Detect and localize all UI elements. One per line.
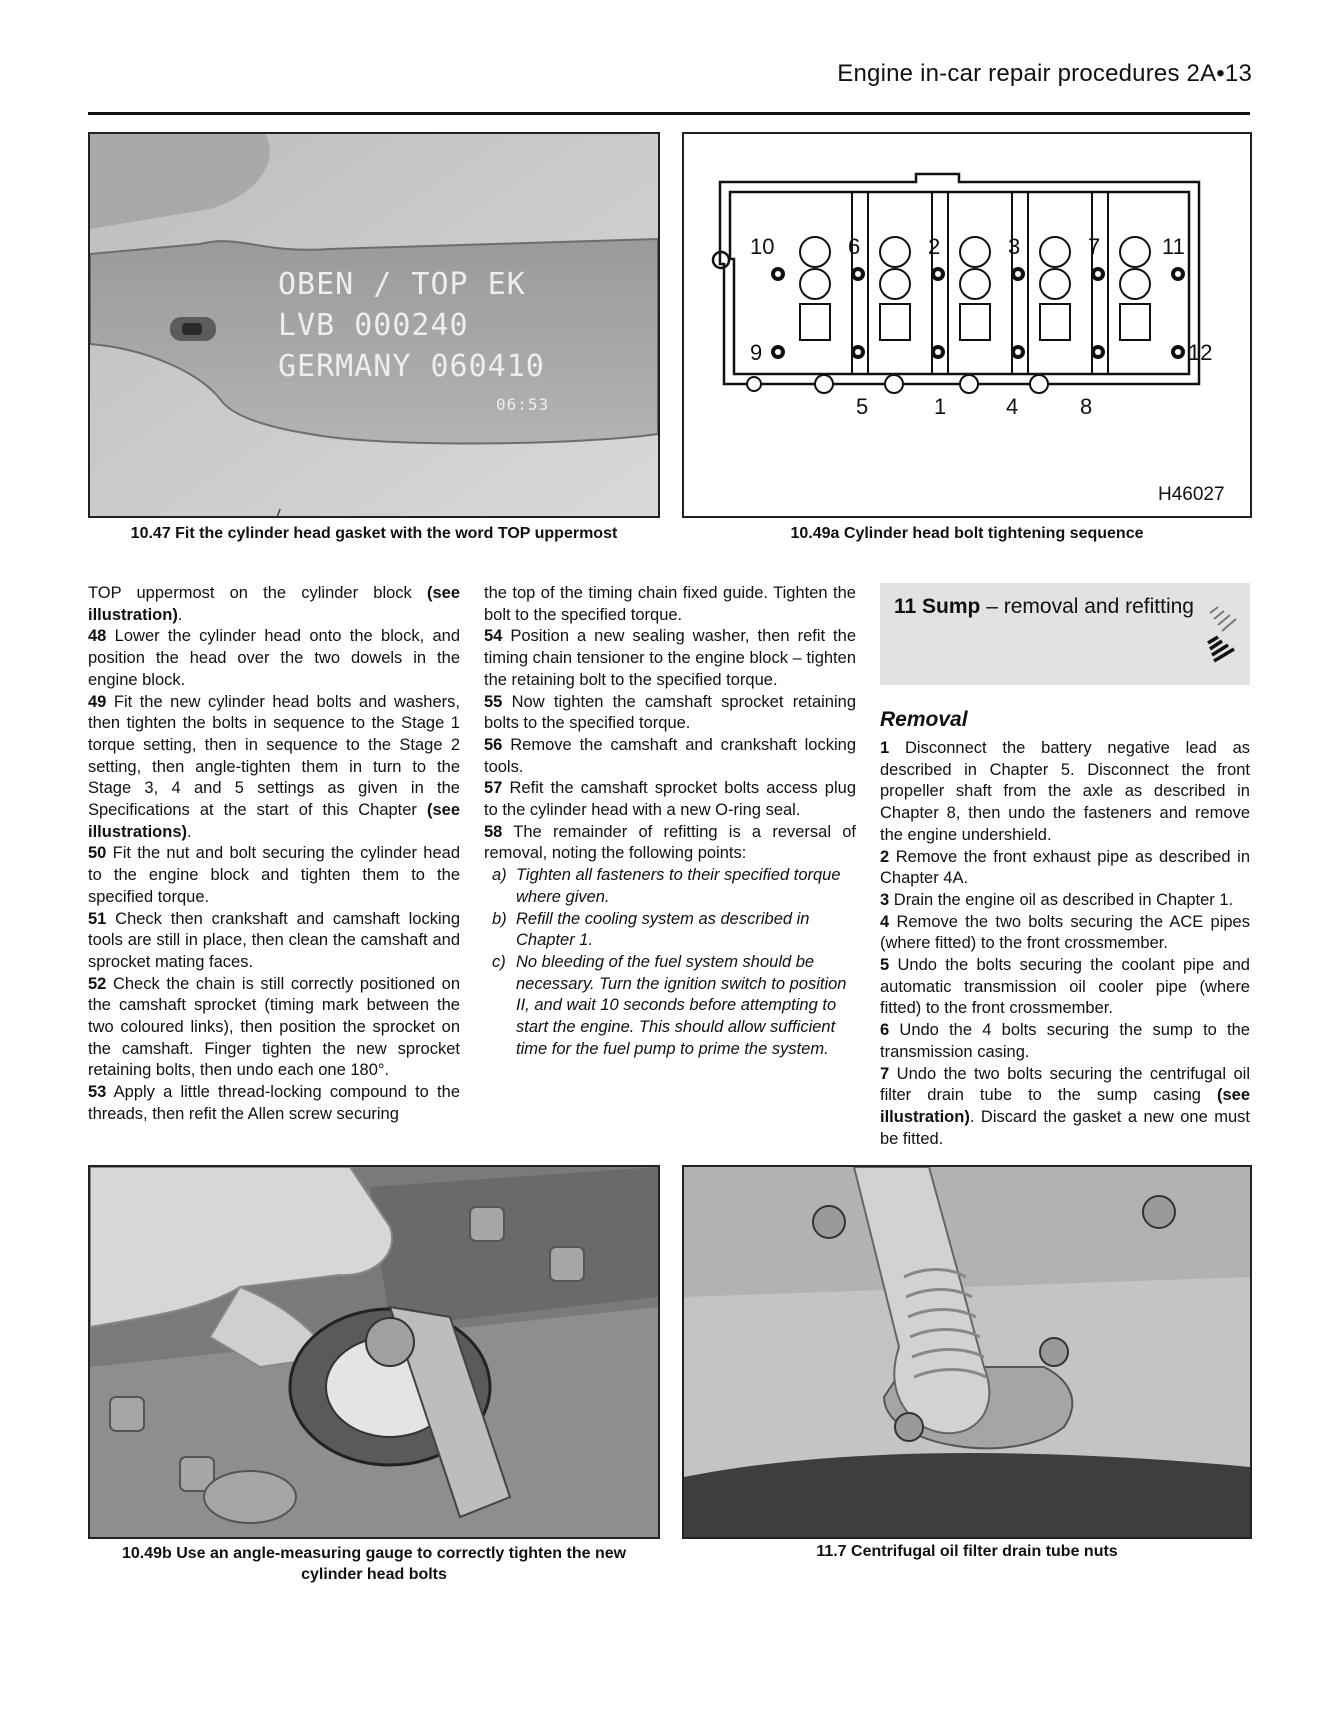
angle-gauge-photo-illustration [90,1167,658,1537]
page-header-title: Engine in-car repair procedures 2A•13 [837,60,1252,87]
paragraph-3: 3 Drain the engine oil as described in Chapter 1. [880,890,1234,909]
diagram-code: H46027 [1158,484,1225,505]
bolt-label-mid: 12 [1188,340,1213,365]
gasket-photo-illustration [90,134,658,516]
section-heading-box [880,583,1250,685]
paragraph-48: 48 Lower the cylinder head onto the block, and position the head over the two dowels in the engine block. [88,627,460,689]
figure-10-47-photo [88,132,660,518]
paragraph-1: 1 Disconnect the battery negative lead as described in Chapter 5. Disconnect the front propeller shaft from the axle as described in Chapter 8, then undo the fasteners and remove the engine undershield. [880,739,1250,844]
bolt-label-top: 3 [1008,234,1021,259]
removal-subheading: Removal [880,708,968,731]
paragraph-52: 52 Check the chain is still correctly positioned on the camshaft sprocket (timing mark between the two coloured links), then position the sprocket on the camshaft. Finger tighten the new sprocket retaining bolts, then undo each one 180°. [88,974,460,1080]
paragraph-51: 51 Check then crankshaft and camshaft locking tools are still in place, then clean the camshaft and sprocket mating faces. [88,909,460,971]
figure-10-49a-caption: 10.49a Cylinder head bolt tightening sequence [790,525,1144,542]
paragraph-4: 4 Remove the two bolts securing the ACE pipes (where fitted) to the front crossmember. [880,912,1250,953]
section-title: 11 Sump – removal and refitting [894,595,1194,618]
list-item: a) Tighten all fasteners to their specified torque where given. [492,866,841,906]
text-column-3 [880,738,1250,1150]
bolt-label-bottom: 1 [934,394,947,419]
stamp-line-4: 06:53 [496,395,550,414]
figure-11-7-caption: 11.7 Centrifugal oil filter drain tube nuts [816,1543,1118,1560]
paragraph-58: 58 The remainder of refitting is a reversal of removal, noting the following points: [484,822,856,863]
text-column-2 [484,583,856,1060]
stamp-line-2: LVB 000240 [278,308,469,343]
bolt-label-bottom: 5 [856,394,869,419]
list-item: c) No bleeding of the fuel system should be necessary. Turn the ignition switch to position II, and wait 10 seconds before attempting to start the engine. This should allow sufficient time for the fuel pump to prime the system. [492,952,847,1058]
stamp-line-1: OBEN / TOP EK [278,267,526,302]
figure-10-49b-caption: 10.49b Use an angle-measuring gauge to correctly tighten the new cylinder head bolts [121,1545,627,1583]
paragraph-54: 54 Position a new sealing washer, then refit the timing chain tensioner to the engine block – tighten the retaining bolt to the specified torque. [484,627,856,689]
figure-11-7-photo [682,1165,1252,1539]
paragraph-7: 7 Undo the two bolts securing the centrifugal oil filter drain tube to the sump casing (see illustration). Discard the gasket a new one must be fitted. [880,1064,1250,1148]
bolt-label-top: 10 [750,234,775,259]
paragraph-56: 56 Remove the camshaft and crankshaft locking tools. [484,735,856,776]
paragraph-50: 50 Fit the nut and bolt securing the cylinder head to the engine block and tighten them to the specified torque. [88,844,460,906]
paragraph-5: 5 Undo the bolts securing the coolant pipe and automatic transmission oil cooler pipe (where fitted) to the front crossmember. [880,956,1250,1018]
bolt-label-bottom: 4 [1006,394,1019,419]
paragraph-57: 57 Refit the camshaft sprocket bolts access plug to the cylinder head with a new O-ring seal. [484,779,856,820]
difficulty-rating-icon [1204,603,1242,667]
paragraph-53: 53 Apply a little thread-locking compound to the threads, then refit the Allen screw securing [88,1083,460,1123]
bolt-label-top: 11 [1162,234,1185,259]
figure-10-49b-photo [88,1165,660,1539]
paragraph-6: 6 Undo the 4 bolts securing the sump to the transmission casing. [880,1021,1250,1061]
header-rule [88,112,1250,115]
bolt-label-bottom: 8 [1080,394,1093,419]
bolt-label-top: 2 [928,234,941,259]
list-item: b) Refill the cooling system as described in Chapter 1. [492,909,810,950]
stamp-line-3: GERMANY 060410 [278,349,545,384]
paragraph: the top of the timing chain fixed guide. Tighten the bolt to the specified torque. [484,584,856,624]
bolt-label-top: 7 [1088,234,1101,259]
paragraph: TOP uppermost on the cylinder block (see illustration). [88,584,460,624]
paragraph-2: 2 Remove the front exhaust pipe as described in Chapter 4A. [880,847,1250,888]
bolt-sequence-diagram [684,134,1250,516]
figure-10-47-caption: 10.47 Fit the cylinder head gasket with the word TOP uppermost [130,525,618,542]
drain-tube-photo-illustration [684,1167,1250,1537]
refitting-points-list [484,865,856,1060]
paragraph-55: 55 Now tighten the camshaft sprocket retaining bolts to the specified torque. [484,692,856,733]
text-column-1 [88,583,460,1126]
paragraph-49: 49 Fit the new cylinder head bolts and washers, then tighten the bolts in sequence to the Stage 1 torque setting, then in sequence to the Stage 2 setting, then angle-tighten them in turn to the Stage 3, 4 and 5 settings as given in the Specifications at the start of this Chapter (see illustrations). [88,692,460,841]
figure-10-49a-diagram [682,132,1252,518]
bolt-label-mid: 9 [750,340,763,365]
bolt-label-top: 6 [848,234,861,259]
